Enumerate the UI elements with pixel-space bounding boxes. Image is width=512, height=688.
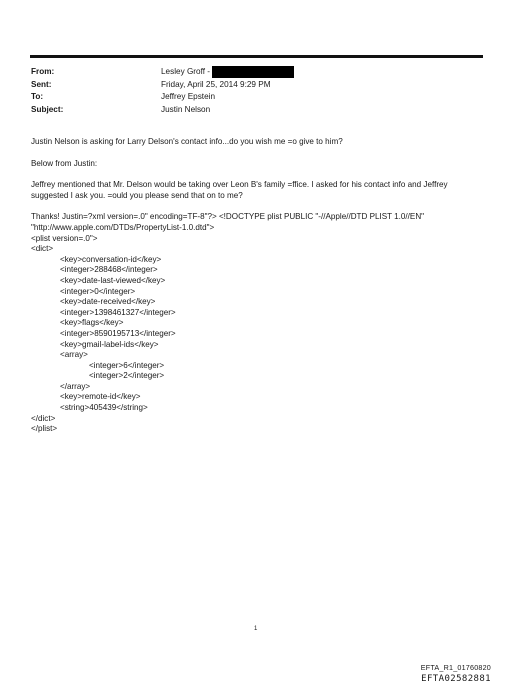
subject-value: Justin Nelson (161, 104, 211, 114)
bates-stamp-large: EFTA02582881 (421, 674, 491, 684)
redaction-box (212, 66, 294, 78)
code-line: Thanks! Justin=?xml version=.0" encoding=TF-8"?> <!DOCTYPE plist PUBLIC "-//Apple//DTD PLIST 1.0//EN" (31, 212, 425, 222)
body-paragraph-1: Justin Nelson is asking for Larry Delson's contact info...do you wish me =o give to him? (31, 137, 343, 146)
sent-row (31, 79, 294, 92)
from-row (31, 66, 294, 79)
subject-row (31, 104, 294, 117)
code-line: <array> (60, 350, 88, 360)
from-value-wrap (161, 66, 294, 79)
header-rule (30, 55, 483, 58)
sent-value: Friday, April 25, 2014 9:29 PM (161, 79, 271, 89)
sent-label: Sent: (31, 79, 52, 89)
bates-stamp-small: EFTA_R1_01760820 (420, 663, 491, 672)
code-line: <key>date-last-viewed</key> (60, 275, 166, 285)
from-label: From: (31, 67, 55, 76)
code-line: <integer>8590195713</integer> (60, 328, 176, 338)
code-line: <plist version=.0"> (31, 233, 98, 243)
email-body (31, 137, 481, 446)
code-line: </plist> (31, 424, 58, 434)
code-line: </array> (60, 381, 91, 391)
code-line: <integer>0</integer> (60, 286, 136, 296)
from-value: Lesley Groff - (161, 67, 210, 76)
to-label: To: (31, 92, 44, 101)
code-line: </dict> (31, 413, 56, 423)
code-line: <integer>288468</integer> (60, 265, 158, 275)
subject-label: Subject: (31, 104, 64, 114)
body-paragraph-3-line-1: Jeffrey mentioned that Mr. Delson would be taking over Leon B's family =ffice. I asked for his contact info and Jeffrey (31, 180, 448, 190)
code-line: <integer>1398461327</integer> (60, 307, 176, 317)
body-paragraph-3-line-2: suggested I ask you. =ould you please send that on to me? (31, 190, 243, 200)
code-line: <dict> (31, 244, 54, 254)
plist-block (31, 212, 481, 434)
code-line: <integer>2</integer> (89, 371, 165, 381)
code-line: <key>date-received</key> (60, 297, 156, 307)
page-number: 1 (254, 626, 258, 632)
body-paragraph-2: Below from Justin: (31, 158, 98, 168)
email-header (31, 66, 294, 116)
body-paragraph-3 (31, 180, 481, 201)
code-line: <key>flags</key> (60, 318, 124, 328)
code-line: <key>gmail-label-ids</key> (60, 339, 159, 349)
to-row (31, 91, 294, 104)
code-line: <integer>6</integer> (89, 360, 165, 370)
code-line: <string>405439</string> (60, 403, 148, 413)
code-line: "http://www.apple.com/DTDs/PropertyList-1.0.dtd"> (31, 222, 215, 232)
to-value: Jeffrey Epstein (161, 92, 216, 101)
code-line: <key>remote-id</key> (60, 392, 141, 402)
code-line: <key>conversation-id</key> (60, 254, 162, 264)
